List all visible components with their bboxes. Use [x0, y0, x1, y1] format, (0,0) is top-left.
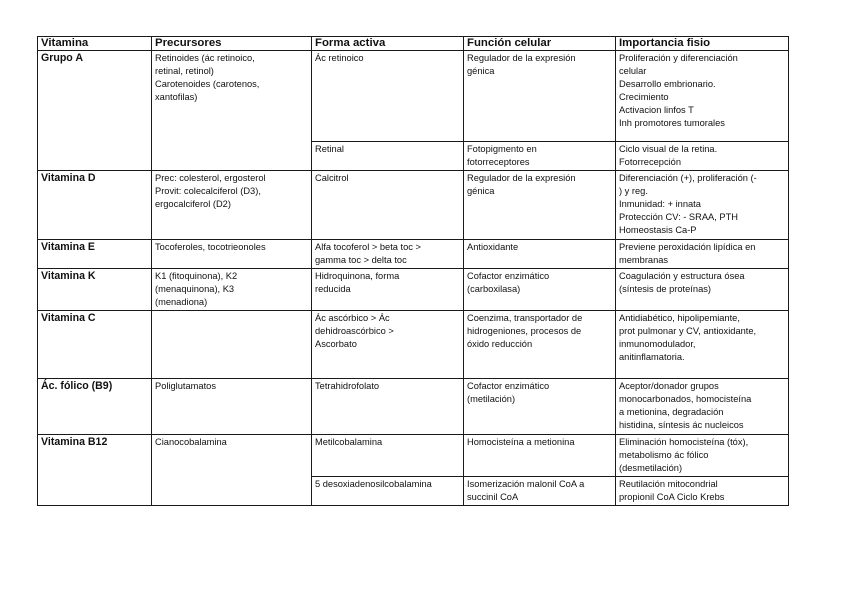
importancia-fisio-cell	[616, 477, 789, 506]
forma-activa-cell	[312, 269, 464, 311]
cell-line: metabolismo ác fólico	[619, 450, 709, 460]
cell-line: (desmetilación)	[619, 463, 683, 473]
cell-line: génica	[467, 186, 495, 196]
cell-line: 5 desoxiadenosilcobalamina	[315, 479, 432, 489]
importancia-fisio-cell	[616, 435, 789, 477]
vitamin-table	[37, 36, 789, 506]
precursores-cell-empty	[152, 311, 312, 379]
cell-line: K1 (fitoquinona), K2	[155, 271, 238, 281]
precursores-cell	[152, 240, 312, 269]
cell-line: prot pulmonar y CV, antioxidante,	[619, 326, 757, 336]
cell-line: fotorreceptores	[467, 157, 530, 167]
forma-activa-cell	[312, 142, 464, 171]
vitamina-cell: Vitamina B12	[38, 435, 152, 506]
cell-line: Ascorbato	[315, 339, 357, 349]
cell-line: génica	[467, 66, 495, 76]
forma-activa-cell	[312, 240, 464, 269]
cell-line: Regulador de la expresión	[467, 53, 576, 63]
cell-line: Desarrollo embrionario.	[619, 79, 716, 89]
table-row	[38, 51, 789, 142]
precursores-cell	[152, 171, 312, 240]
cell-line: (carboxilasa)	[467, 284, 521, 294]
table-row	[38, 379, 789, 435]
importancia-fisio-cell	[616, 171, 789, 240]
precursores-cell	[152, 51, 312, 171]
importancia-fisio-cell	[616, 379, 789, 435]
cell-line: Proliferación y diferenciación	[619, 53, 738, 63]
cell-line: (metilación)	[467, 394, 516, 404]
vitamina-cell: Vitamina D	[38, 171, 152, 240]
cell-line: dehidroascórbico >	[315, 326, 394, 336]
funcion-celular-cell	[464, 269, 616, 311]
cell-line: Coenzima, transportador de	[467, 313, 583, 323]
cell-line: Antidiabético, hipolipemiante,	[619, 313, 740, 323]
cell-line: histidina, síntesis ác nucleicos	[619, 420, 744, 430]
header-precursores: Precursores	[152, 37, 312, 51]
importancia-fisio-cell	[616, 311, 789, 379]
cell-line: retinal, retinol)	[155, 66, 214, 76]
cell-line: Fotopigmento en	[467, 144, 537, 154]
precursores-cell	[152, 379, 312, 435]
cell-line: Previene peroxidación lipídica en	[619, 242, 756, 252]
table-row	[38, 435, 789, 477]
cell-line: Ciclo visual de la retina.	[619, 144, 718, 154]
cell-line: ) y reg.	[619, 186, 648, 196]
cell-line: Retinoides (ác retinoico,	[155, 53, 255, 63]
cell-line: succinil CoA	[467, 492, 519, 502]
cell-line: Eliminación homocisteína (tóx),	[619, 437, 749, 447]
cell-line: gamma toc > delta toc	[315, 255, 407, 265]
funcion-celular-cell	[464, 142, 616, 171]
cell-line: Activacion linfos T	[619, 105, 694, 115]
funcion-celular-cell	[464, 240, 616, 269]
precursores-cell	[152, 435, 312, 506]
forma-activa-cell	[312, 171, 464, 240]
funcion-celular-cell	[464, 311, 616, 379]
cell-line: Crecimiento	[619, 92, 669, 102]
cell-line: xantofilas)	[155, 92, 198, 102]
cell-line: Poliglutamatos	[155, 381, 216, 391]
forma-activa-cell	[312, 477, 464, 506]
cell-line: Tocoferoles, tocotrieonoles	[155, 242, 266, 252]
cell-line: Cianocobalamina	[155, 437, 227, 447]
importancia-fisio-cell	[616, 51, 789, 142]
forma-activa-cell	[312, 51, 464, 142]
cell-line: Fotorrecepción	[619, 157, 682, 167]
funcion-celular-cell	[464, 477, 616, 506]
vitamina-cell: Vitamina C	[38, 311, 152, 379]
cell-line: Retinal	[315, 144, 344, 154]
cell-line: Metilcobalamina	[315, 437, 383, 447]
cell-line: Prec: colesterol, ergosterol	[155, 173, 266, 183]
vitamina-cell: Vitamina E	[38, 240, 152, 269]
importancia-fisio-cell	[616, 269, 789, 311]
cell-line: celular	[619, 66, 647, 76]
cell-line: Alfa tocoferol > beta toc >	[315, 242, 421, 252]
cell-line: (menadiona)	[155, 297, 208, 307]
header-row	[38, 37, 789, 51]
cell-line: hidrogeniones, procesos de	[467, 326, 582, 336]
cell-line: Isomerización malonil CoA a	[467, 479, 585, 489]
forma-activa-cell	[312, 435, 464, 477]
cell-line: a metionina, degradación	[619, 407, 724, 417]
cell-line: Tetrahidrofolato	[315, 381, 380, 391]
cell-line: ergocalciferol (D2)	[155, 199, 231, 209]
cell-line: Provit: colecalciferol (D3),	[155, 186, 261, 196]
cell-line: Antioxidante	[467, 242, 519, 252]
table-row	[38, 171, 789, 240]
cell-line: (síntesis de proteínas)	[619, 284, 711, 294]
header-vitamina: Vitamina	[38, 37, 152, 51]
importancia-fisio-cell	[616, 240, 789, 269]
cell-line: Reutilación mitocondrial	[619, 479, 718, 489]
vitamina-cell: Vitamina K	[38, 269, 152, 311]
cell-line: Cofactor enzimático	[467, 271, 550, 281]
cell-line: monocarbonados, homocisteína	[619, 394, 752, 404]
cell-line: membranas	[619, 255, 669, 265]
forma-activa-cell	[312, 311, 464, 379]
cell-line: Carotenoides (carotenos,	[155, 79, 260, 89]
cell-line: Calcitrol	[315, 173, 349, 183]
header-funcion-celular: Función celular	[464, 37, 616, 51]
header-forma-activa: Forma activa	[312, 37, 464, 51]
table-row	[38, 311, 789, 379]
cell-line: inmunomodulador,	[619, 339, 696, 349]
importancia-fisio-cell	[616, 142, 789, 171]
cell-line: Homeostasis Ca-P	[619, 225, 697, 235]
cell-line: Aceptor/donador grupos	[619, 381, 719, 391]
cell-line: Inh promotores tumorales	[619, 118, 725, 128]
cell-line: Hidroquinona, forma	[315, 271, 400, 281]
table-row	[38, 240, 789, 269]
cell-line: Coagulación y estructura ósea	[619, 271, 745, 281]
cell-line: anitinflamatoria.	[619, 352, 685, 362]
table-row	[38, 269, 789, 311]
cell-line: Homocisteína a metionina	[467, 437, 575, 447]
header-importancia-fisio: Importancia fisio	[616, 37, 789, 51]
funcion-celular-cell	[464, 435, 616, 477]
funcion-celular-cell	[464, 171, 616, 240]
cell-line: (menaquinona), K3	[155, 284, 235, 294]
funcion-celular-cell	[464, 379, 616, 435]
vitamina-cell: Ác. fólico (B9)	[38, 379, 152, 435]
cell-line: óxido reducción	[467, 339, 533, 349]
cell-line: Inmunidad: + innata	[619, 199, 701, 209]
precursores-cell	[152, 269, 312, 311]
cell-line: Regulador de la expresión	[467, 173, 576, 183]
cell-line: Protección CV: - SRAA, PTH	[619, 212, 738, 222]
cell-line: Cofactor enzimático	[467, 381, 550, 391]
cell-line: Diferenciación (+), proliferación (-	[619, 173, 757, 183]
cell-line: propionil CoA Ciclo Krebs	[619, 492, 725, 502]
cell-line: Ác ascórbico > Ác	[315, 313, 390, 323]
vitamina-cell: Grupo A	[38, 51, 152, 171]
forma-activa-cell	[312, 379, 464, 435]
cell-line: reducida	[315, 284, 351, 294]
funcion-celular-cell	[464, 51, 616, 142]
cell-line: Ác retinoico	[315, 53, 364, 63]
